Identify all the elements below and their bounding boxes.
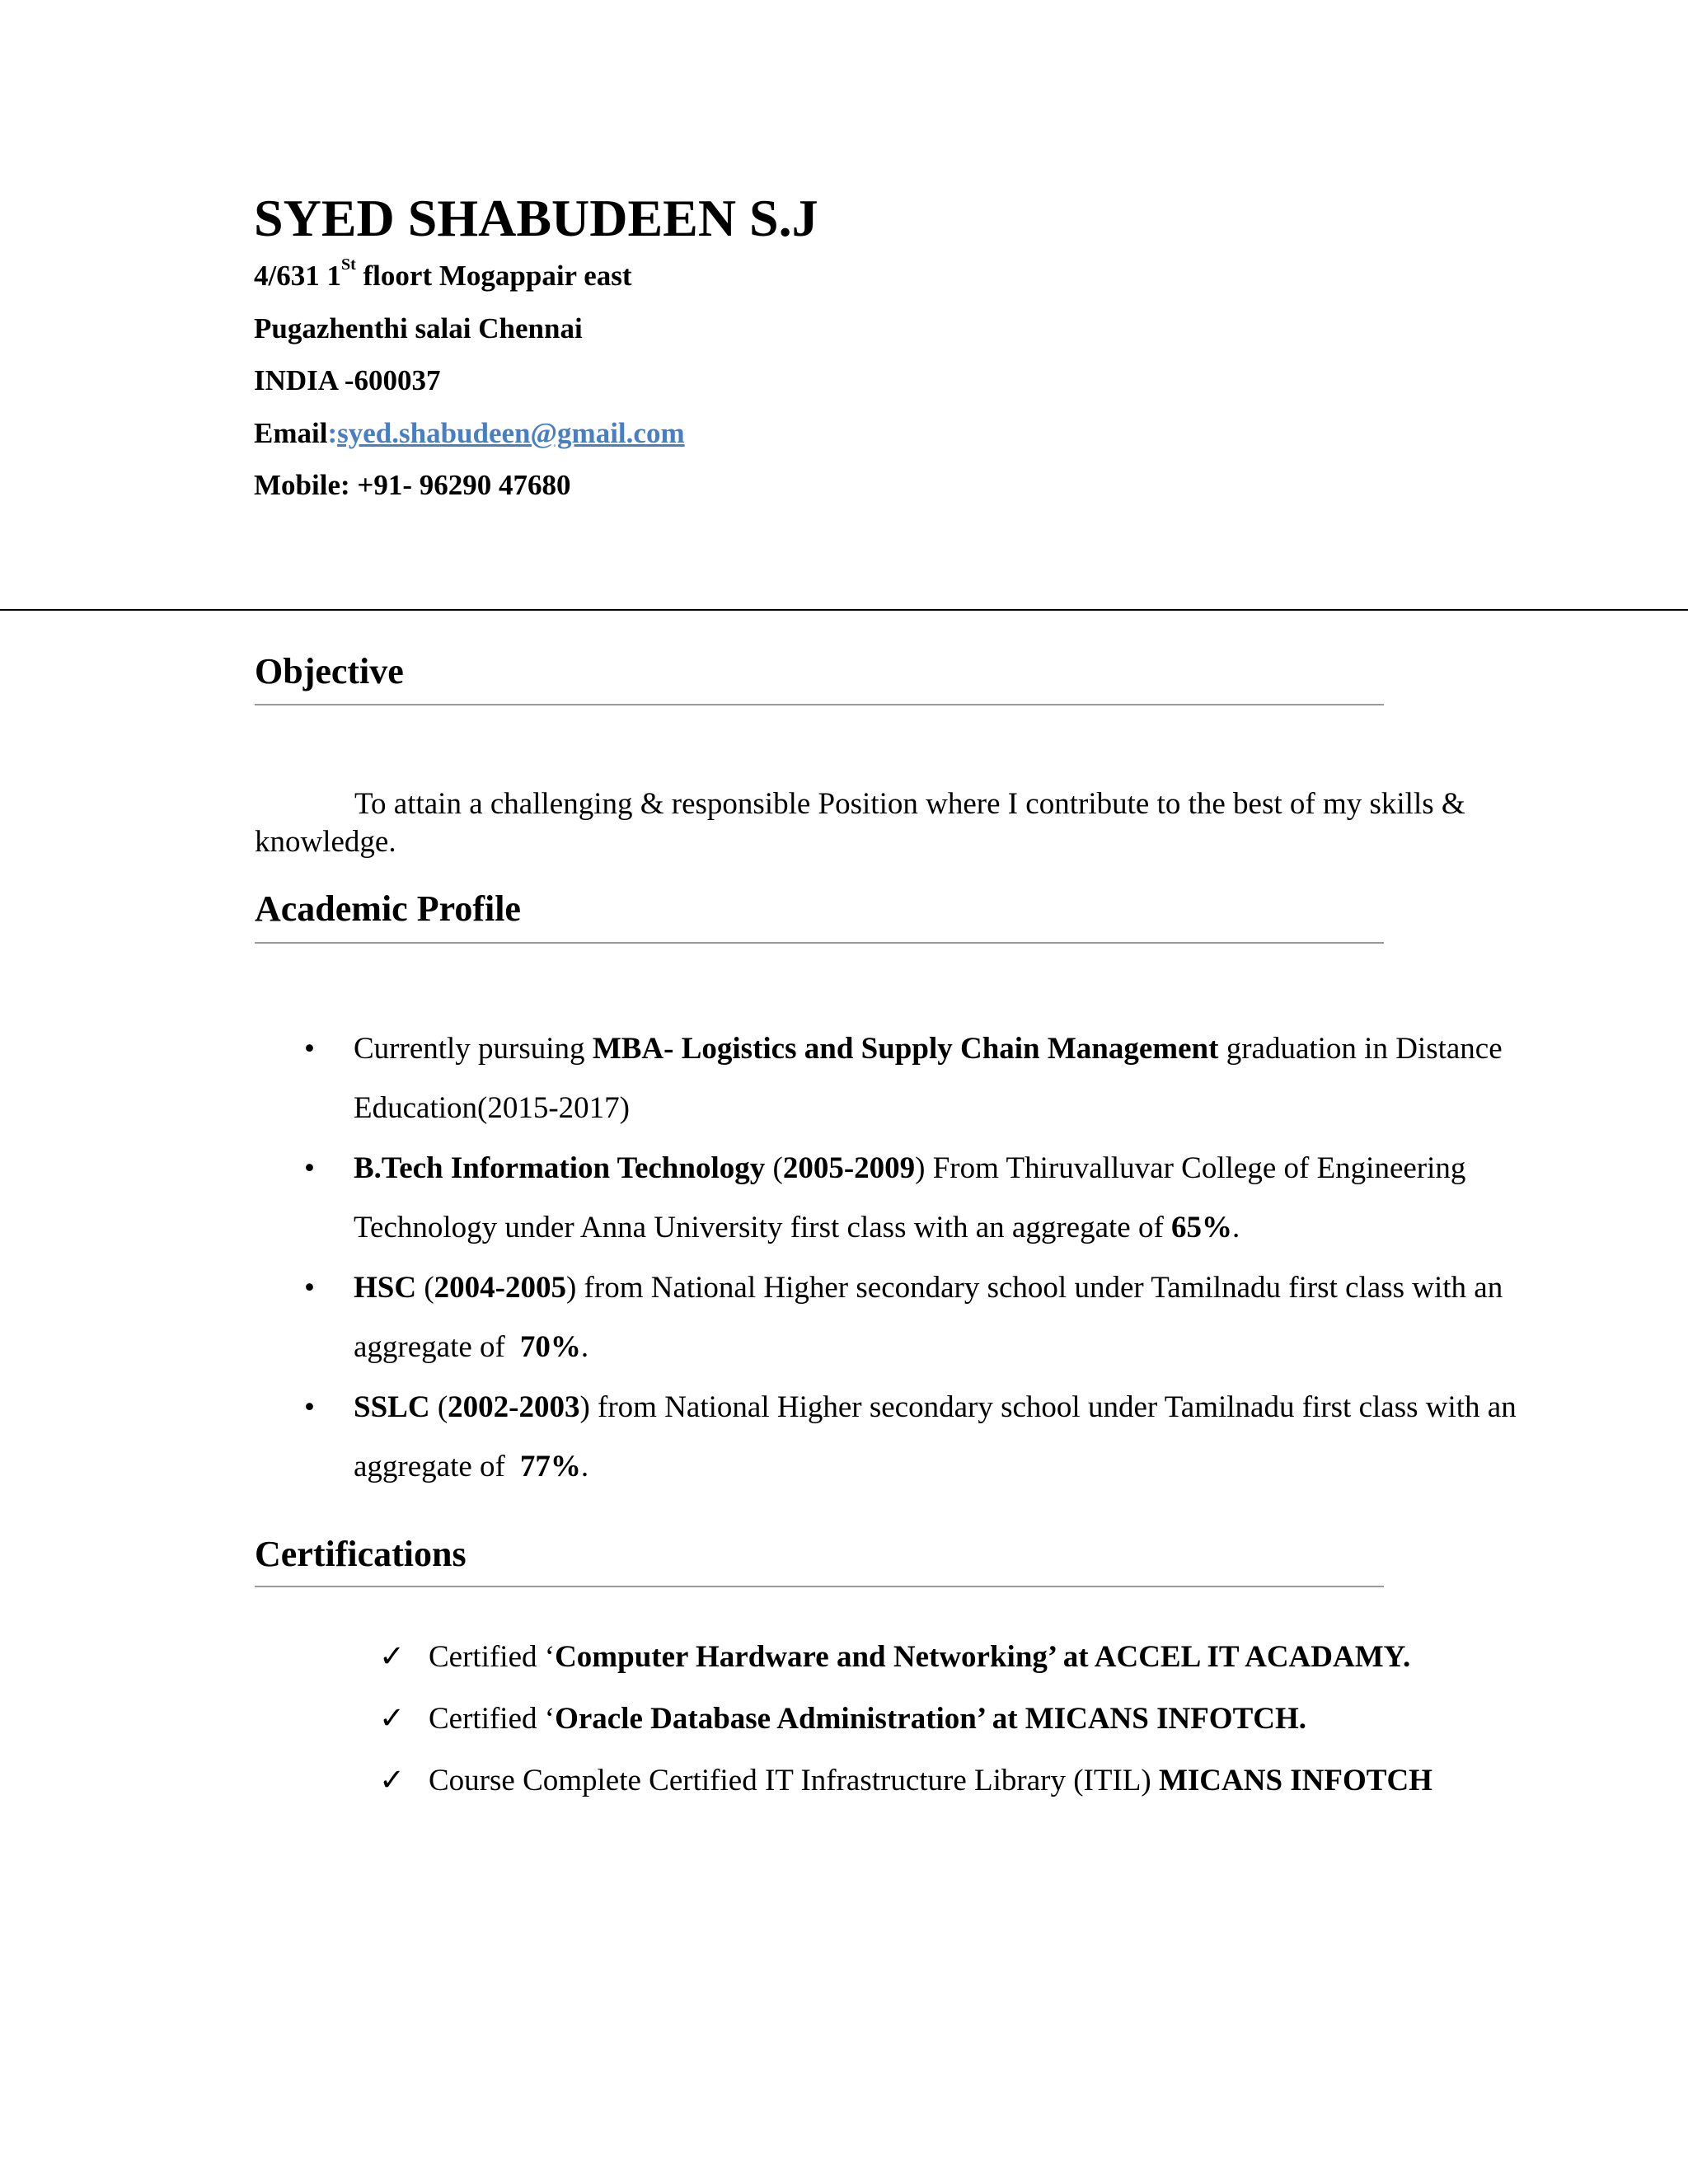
mobile-line: Mobile: +91- 96290 47680	[254, 469, 571, 501]
bullet-icon: •	[304, 1151, 315, 1185]
bullet-icon: •	[304, 1271, 315, 1305]
email-line	[254, 419, 685, 448]
check-icon: ✓	[379, 1764, 406, 1797]
objective-divider	[255, 704, 1384, 705]
certifications-heading: Certifications	[255, 1534, 467, 1574]
email-separator: :	[327, 417, 338, 449]
certifications-divider	[255, 1586, 1384, 1587]
check-icon: ✓	[379, 1640, 406, 1674]
academic-item-text: Currently pursuing MBA- Logistics and Supply Chain Management graduation in Distance Education(2015-2017)	[354, 1032, 1503, 1125]
check-icon: ✓	[379, 1702, 406, 1736]
address-line-2: Pugazhenthi salai Chennai	[254, 312, 583, 344]
academic-item-text: SSLC (2002-2003) from National Higher secondary school under Tamilnadu first class with an aggregate of 77%.	[354, 1390, 1517, 1483]
address-line-1	[254, 255, 632, 292]
candidate-name: SYED SHABUDEEN S.J	[254, 189, 818, 247]
ordinal-suffix: St	[340, 255, 356, 274]
academic-item-mba	[255, 1019, 1540, 1138]
email-link[interactable]: syed.shabudeen@gmail.com	[337, 417, 685, 449]
academic-item-hsc	[255, 1258, 1540, 1377]
address-line-3: INDIA -600037	[254, 364, 441, 396]
certification-item-oracle	[379, 1690, 1566, 1749]
objective-heading: Objective	[255, 651, 404, 691]
academic-item-sslc	[255, 1378, 1540, 1497]
address-line-1-end: floort Mogappair east	[355, 260, 632, 292]
certification-item-text: Certified ‘Computer Hardware and Networking’ at ACCEL IT ACADAMY.	[429, 1640, 1411, 1674]
address-line-1-start: 4/631 1	[254, 260, 341, 292]
academic-item-text: HSC (2004-2005) from National Higher secondary school under Tamilnadu first class with an aggregate of 70%.	[354, 1271, 1503, 1364]
certification-item-hardware	[379, 1628, 1566, 1687]
certification-item-text: Course Complete Certified IT Infrastructure Library (ITIL) MICANS INFOTCH	[429, 1764, 1432, 1797]
academic-item-text: B.Tech Information Technology (2005-2009) From Thiruvalluvar College of Engineering Technology under Anna University first class with an aggregate of 65%.	[354, 1151, 1466, 1244]
academic-item-btech	[255, 1139, 1540, 1258]
academic-profile-heading: Academic Profile	[255, 888, 521, 929]
academic-profile-divider	[255, 942, 1384, 944]
certification-item-text: Certified ‘Oracle Database Administration’ at MICANS INFOTCH.	[429, 1702, 1307, 1736]
certification-item-itil	[379, 1751, 1566, 1811]
email-label: Email	[254, 417, 328, 449]
bullet-icon: •	[304, 1032, 315, 1066]
objective-text: To attain a challenging & responsible Position where I contribute to the best of my skills & knowledge.	[255, 787, 1465, 859]
bullet-icon: •	[304, 1390, 315, 1424]
header-divider	[0, 609, 1688, 611]
